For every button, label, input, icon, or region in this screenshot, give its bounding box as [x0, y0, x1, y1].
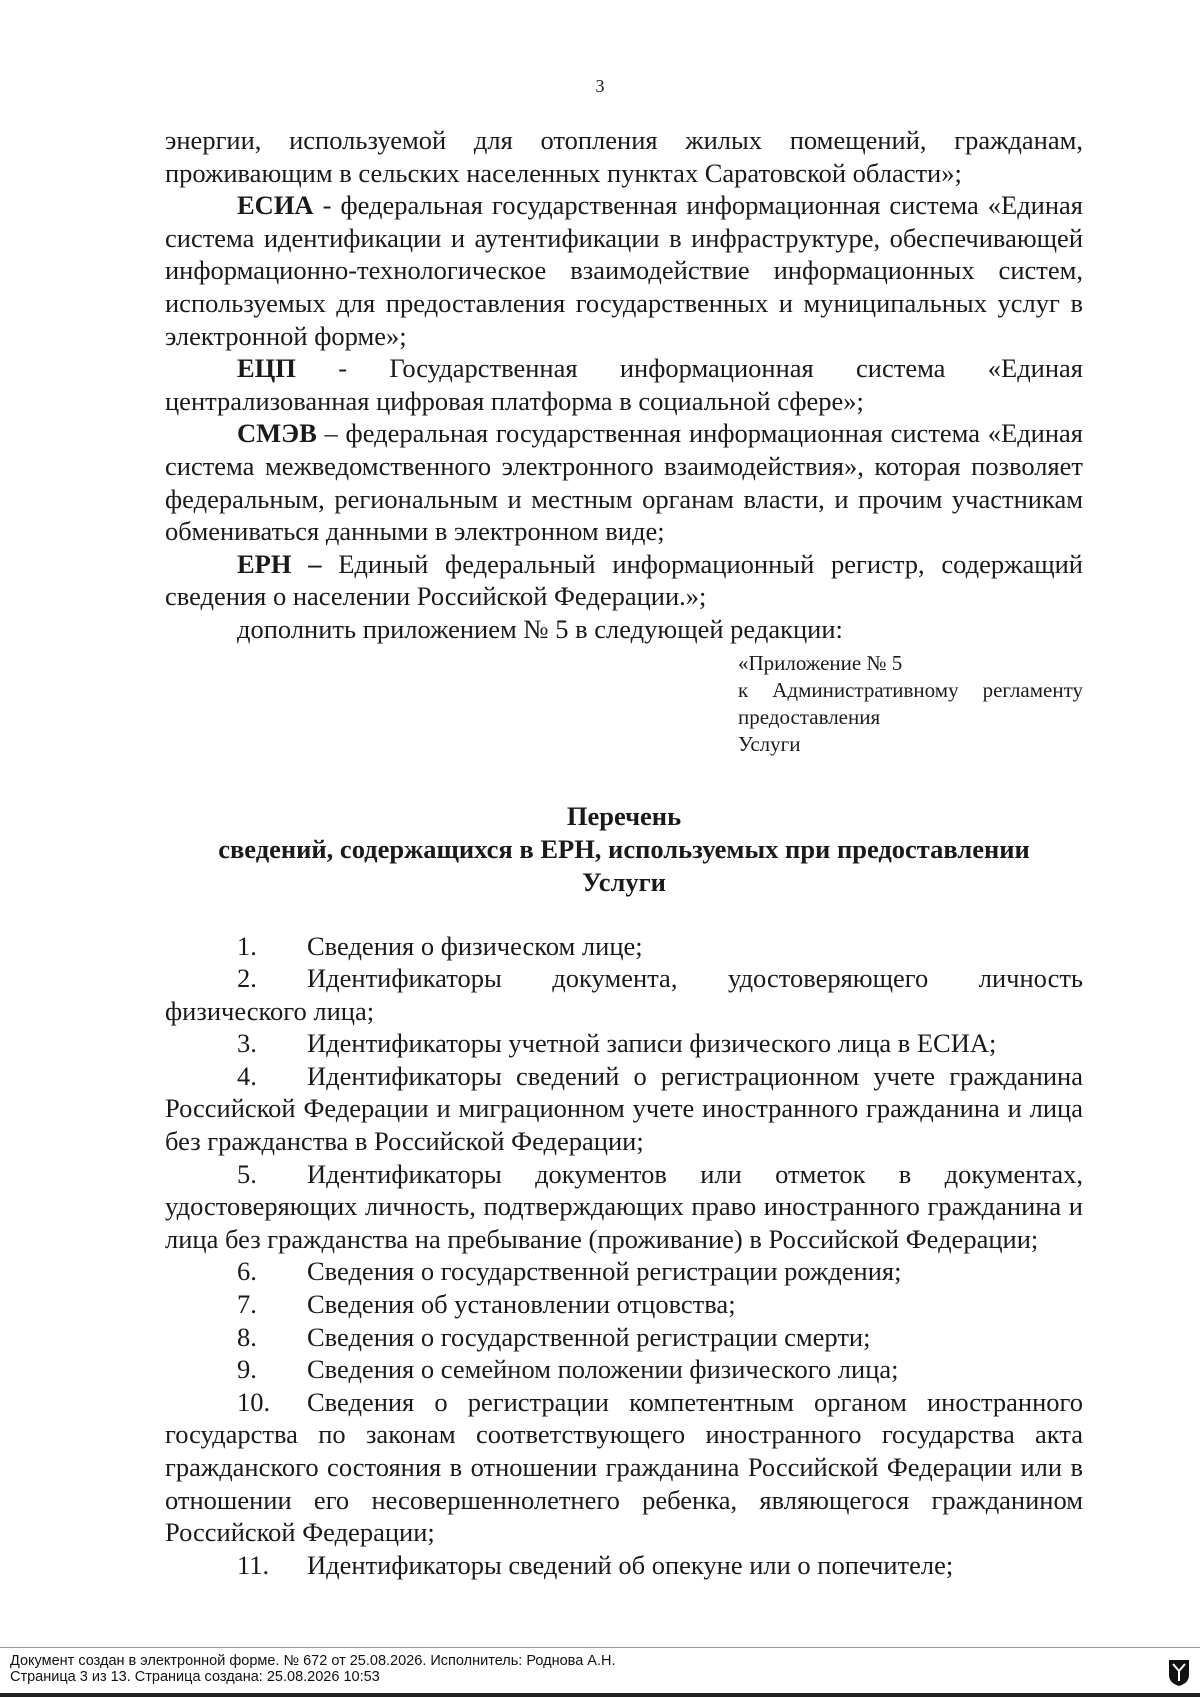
list-item-text: Идентификаторы учетной записи физического лица в ЕСИА;: [307, 1028, 997, 1059]
list-item-text: Сведения о физическом лице;: [307, 930, 643, 961]
definition-esia: [165, 189, 1083, 352]
appendix-line-2: к Административному регламенту предоставления: [738, 677, 1083, 729]
list-item-text: Сведения об установлении отцовства;: [307, 1289, 736, 1320]
definition-smev: [165, 417, 1083, 547]
document-footer: [10, 1653, 616, 1685]
list-item-text: Идентификаторы документов или отметок в документах, удостоверяющих личность, подтверждающих право иностранного гражданина и лица без гражданства на пребывание (проживание) в Российской Федерации;: [165, 1158, 1083, 1254]
title-line-3: Услуги: [582, 866, 666, 897]
list-item-text: Идентификаторы документа, удостоверяющего личность физического лица;: [165, 963, 1083, 1026]
list-title: [165, 800, 1083, 899]
page-number: 3: [595, 76, 605, 96]
title-line-1: Перечень: [566, 800, 682, 831]
list-item: [165, 1158, 1083, 1256]
list-item: [165, 1386, 1083, 1549]
appendix-line-1: «Приложение № 5: [738, 650, 903, 675]
title-line-2: сведений, содержащихся в ЕРН, используемых при предоставлении: [218, 833, 1030, 864]
definition-ecp: [165, 352, 1083, 417]
information-list: [165, 930, 1083, 1582]
term-esia: ЕСИА: [237, 190, 314, 221]
list-item: [165, 1288, 1083, 1321]
coat-of-arms-icon: [1168, 1659, 1190, 1687]
definition-ern: [165, 548, 1083, 613]
term-ern: ЕРН –: [237, 548, 322, 579]
footer-divider: [0, 1647, 1200, 1648]
list-item-number: 10.: [237, 1386, 271, 1417]
list-item-number: 11.: [237, 1549, 270, 1580]
list-item-text: Сведения о государственной регистрации смерти;: [307, 1321, 871, 1352]
list-item: [165, 1321, 1083, 1354]
list-item-number: 9.: [237, 1354, 257, 1385]
list-item-text: Сведения о государственной регистрации рождения;: [307, 1256, 902, 1287]
list-item: [165, 1060, 1083, 1158]
list-item-number: 1.: [237, 930, 257, 961]
definition-esia-text: - федеральная государственная информационная система «Единая система идентификации и аутентификации в инфраструктуре, обеспечивающей информационно-технологическое взаимодействие информационных систем, используемых для предоставления государственных и муниципальных услуг в электронной форме»;: [165, 190, 1083, 351]
paragraph-continuation: энергии, используемой для отопления жилых помещений, гражданам, проживающим в сельских населенных пунктах Саратовской области»;: [165, 125, 1083, 188]
paragraph-addendum: дополнить приложением № 5 в следующей редакции:: [237, 613, 843, 644]
list-item-text: Идентификаторы сведений об опекуне или о попечителе;: [307, 1549, 954, 1580]
footer-line-1: Документ создан в электронной форме. № 672 от 25.08.2026. Исполнитель: Роднова А.Н.: [10, 1653, 616, 1669]
definition-ecp-text: - Государственная информационная система «Единая централизованная цифровая платформа в социальной сфере»;: [165, 353, 1083, 416]
appendix-line-3: Услуги: [738, 731, 801, 756]
list-item: [165, 930, 1083, 963]
list-item-number: 4.: [237, 1060, 257, 1091]
list-item-number: 5.: [237, 1158, 257, 1189]
term-ecp: ЕЦП: [237, 353, 296, 384]
term-smev: СМЭВ: [237, 418, 317, 449]
definition-smev-text: – федеральная государственная информационная система «Единая система межведомственного электронного взаимодействия», которая позволяет федеральным, региональным и местным органам власти, и прочим участникам обмениваться данными в электронном виде;: [165, 418, 1083, 547]
appendix-header: [738, 650, 1083, 758]
list-item-text: Сведения о семейном положении физического лица;: [307, 1354, 899, 1385]
list-item-number: 8.: [237, 1321, 257, 1352]
list-item-text: Идентификаторы сведений о регистрационном учете гражданина Российской Федерации и миграционном учете иностранного гражданина и лица без гражданства в Российской Федерации;: [165, 1060, 1083, 1157]
list-item: [165, 1027, 1083, 1060]
list-item-number: 3.: [237, 1028, 257, 1059]
list-item-text: Сведения о регистрации компетентным органом иностранного государства по законам соответствующего иностранного государства акта гражданского состояния в отношении гражданина Российской Федерации или в отношении его несовершеннолетнего ребенка, являющегося гражданином Российской Федерации;: [165, 1386, 1083, 1548]
list-item-number: 6.: [237, 1256, 257, 1287]
footer-line-2: Страница 3 из 13. Страница создана: 25.08.2026 10:53: [10, 1669, 380, 1685]
page-bottom-edge: [0, 1693, 1200, 1697]
document-body: [165, 124, 1083, 1581]
list-item: [165, 962, 1083, 1027]
definition-ern-text: Единый федеральный информационный регистр, содержащий сведения о населении Российской Федерации.»;: [165, 548, 1083, 612]
list-item: [165, 1353, 1083, 1386]
list-item-number: 7.: [237, 1289, 257, 1320]
list-item-number: 2.: [237, 963, 257, 994]
list-item: [165, 1255, 1083, 1288]
list-item: [165, 1549, 1083, 1582]
